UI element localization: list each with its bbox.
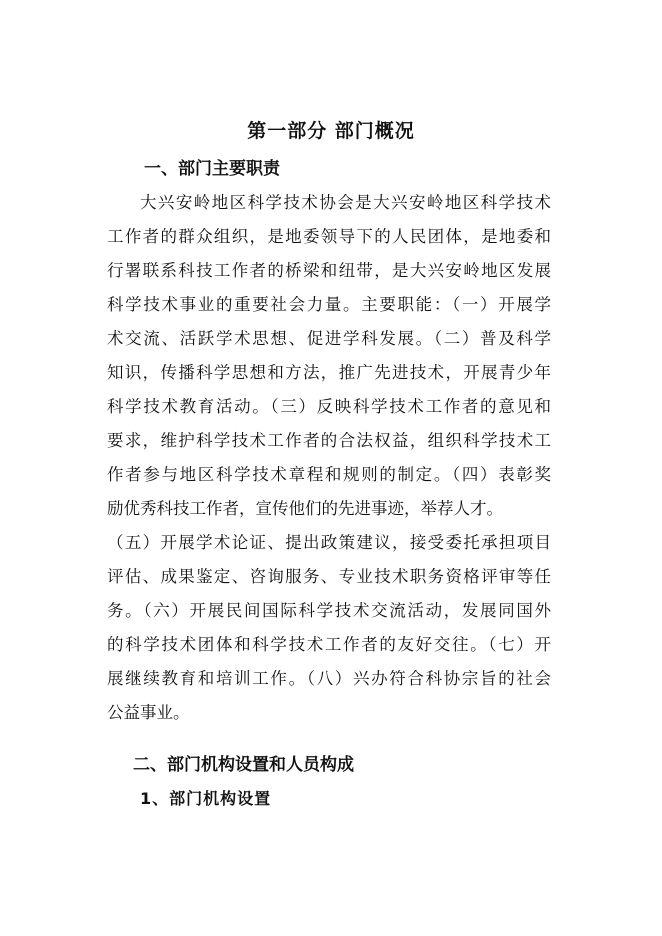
paragraph-line: 科学技术教育活动。（三）反映科学技术工作者的意见和 [107, 397, 551, 416]
paragraph-line: 作者参与地区科学技术章程和规则的制定。（四）表彰奖 [107, 465, 551, 484]
paragraph-line: 公益事业。 [107, 703, 190, 722]
duties-paragraph [107, 186, 551, 730]
paragraph-line: 展继续教育和培训工作。（八）兴办符合科协宗旨的社会 [107, 669, 551, 688]
paragraph-line: 行署联系科技工作者的桥梁和纽带，是大兴安岭地区发展 [107, 261, 551, 280]
paragraph-line: 术交流、活跃学术思想、促进学科发展。（二）普及科学 [107, 329, 551, 348]
paragraph-line: 务。（六）开展民间国际科学技术交流活动，发展同国外 [107, 601, 551, 620]
paragraph-line: 大兴安岭地区科学技术协会是大兴安岭地区科学技术 [140, 193, 551, 212]
page-title: 第一部分 部门概况 [247, 120, 415, 142]
paragraph-line: 知识，传播科学思想和方法，推广先进技术，开展青少年 [107, 363, 551, 382]
paragraph-line: 的科学技术团体和科学技术工作者的友好交往。（七）开 [107, 635, 551, 654]
paragraph-line: 工作者的群众组织，是地委领导下的人民团体，是地委和 [107, 227, 551, 246]
section-heading-structure: 二、部门机构设置和人员构成 [133, 755, 354, 775]
paragraph-line: 科学技术事业的重要社会力量。主要职能：（一）开展学 [107, 295, 551, 314]
paragraph-line: 励优秀科技工作者，宣传他们的先进事迹，举荐人才。 [107, 499, 503, 518]
paragraph-line: 评估、成果鉴定、咨询服务、专业技术职务资格评审等任 [107, 567, 551, 586]
paragraph-line: 要求，维护科学技术工作者的合法权益，组织科学技术工 [107, 431, 551, 450]
section-heading-duties: 一、部门主要职责 [144, 159, 280, 179]
paragraph-line: （五）开展学术论证、提出政策建议，接受委托承担项目 [107, 533, 551, 552]
subsection-heading-organization: 1、部门机构设置 [140, 789, 272, 808]
